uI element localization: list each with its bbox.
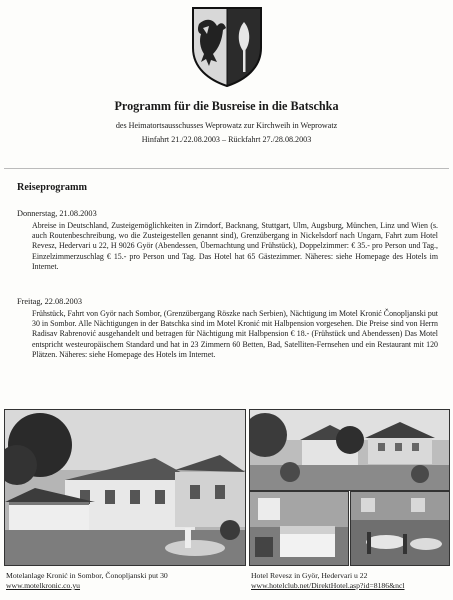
section-heading: Reiseprogramm <box>17 182 87 193</box>
coat-of-arms-logo <box>189 4 265 88</box>
motel-kronic-photo <box>4 409 246 566</box>
motel-caption-text: Motelanlage Kronić in Sombor, Čonopljanski put 30 <box>6 571 168 580</box>
hotel-room-photo <box>249 491 349 566</box>
day-date: Donnerstag, 21.08.2003 <box>17 209 97 218</box>
document-title: Programm für die Busreise in die Batschka <box>114 99 339 113</box>
motel-website-link[interactable]: www.motelkronic.co.yu <box>6 581 81 590</box>
motel-caption <box>6 571 246 591</box>
hotel-caption-text: Hotel Revesz in Györ, Hedervari u 22 <box>251 571 368 580</box>
document-subtitle: des Heimatortsausschusses Weprowatz zur Kirchweih in Weprowatz <box>115 121 338 130</box>
hotel-restaurant-photo <box>350 491 450 566</box>
day-description: Abreise in Deutschland, Zusteigemöglichkeiten in Zirndorf, Backnang, Stuttgart, Ulm, Augsburg, München, Linz und Wien (s. auch Routenbeschreibung, wo die Zusteigestellen genannt sind), Grenzübergang in Nickelsdorf nach Ungarn, Fahrt zum Hotel Revesz, Hedervari u 22, H 9026 Györ (Abendessen, Übernachtung und Frühstück), Doppelzimmer: € 35.- pro Person und Tag., Einzelzimmerzuschlag € 15.- pro Person und Tag. Das Hotel hat 65 Gästezimmer. Näheres: siehe Homepage des Hotels im Internet. <box>32 221 438 271</box>
hotel-website-link[interactable]: www.hotelclub.net/DirektHotel.asp?id=8186&ncl <box>251 581 405 590</box>
section-divider <box>4 168 449 169</box>
hotel-revesz-exterior-photo <box>249 409 450 491</box>
hotel-caption <box>251 571 451 591</box>
day-description: Frühstück, Fahrt von Györ nach Sombor, (Grenzübergang Röszke nach Serbien), Nächtigung im Motel Kronić Čonopljanski put 30 in Sombor. Alle Nächtigungen in der Batschka sind im Motel Kronić mit Halbpension vorgesehen. Die Preise sind von Herrn Radisav Rabrenović ausgehandelt und betragen für Nächtigung mit Halbpension € 18.- (Frühstück und Abendessen) Das Motel entspricht westeuropäischem Standard und hat in 23 Zimmern 60 Betten, Bad, Satelliten-Fernsehen und ein Restaurant mit 120 Plätzen. Näheres: siehe Homepage des Hotels im Internet. <box>32 309 438 359</box>
day-date: Freitag, 22.08.2003 <box>17 297 82 306</box>
travel-dates: Hinfahrt 21./22.08.2003 – Rückfahrt 27./28.08.2003 <box>141 135 312 144</box>
